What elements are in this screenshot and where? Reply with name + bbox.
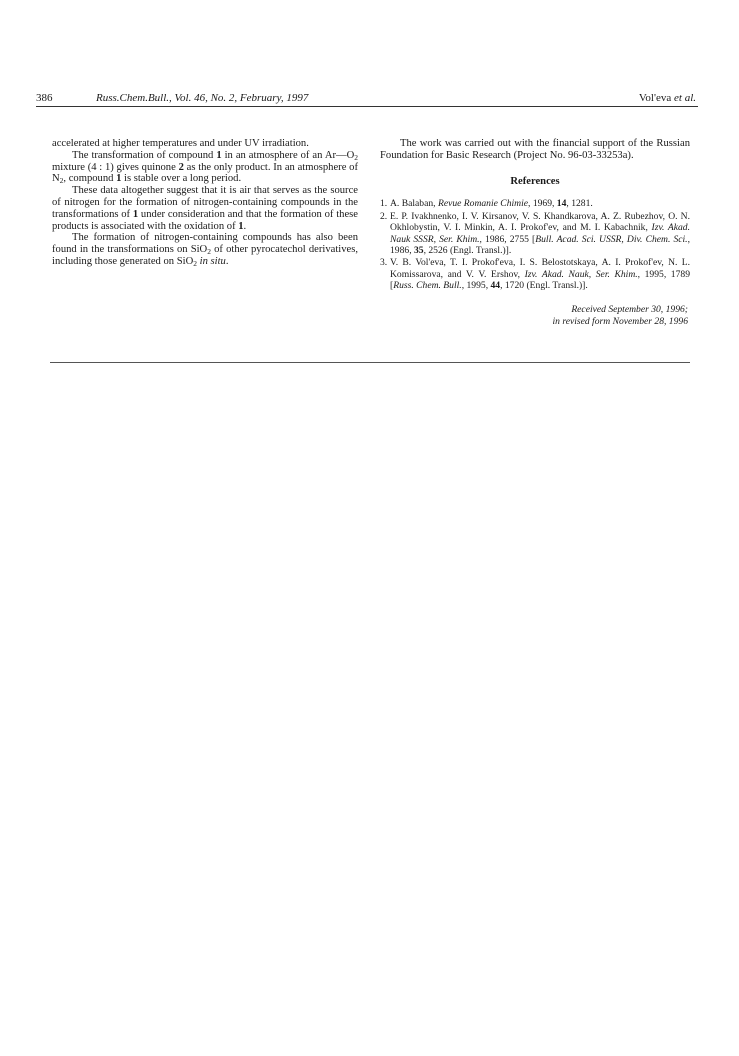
reference-item bbox=[380, 198, 690, 209]
reference-text: A. Balaban, Revue Romanie Chimie, 1969, 14, 1281. bbox=[390, 198, 593, 210]
revised-date: in revised form November 28, 1996 bbox=[552, 315, 688, 327]
compound-ref: 1 bbox=[116, 173, 122, 185]
received-date: Received September 30, 1996; bbox=[571, 303, 688, 315]
page-number: 386 bbox=[36, 92, 53, 104]
paragraph-4: The formation of nitrogen-containing compounds has also been found in the transformations on SiO$_2$ of other pyrocatechol derivatives, including those generated on SiO$_2$ in situ. bbox=[52, 232, 358, 268]
paragraph-1: accelerated at higher temperatures and under UV irradiation. bbox=[52, 138, 309, 149]
reference-text: E. P. Ivakhnenko, I. V. Kirsanov, V. S. Khandkarova, A. Z. Rubezhov, O. N. Okhlobystin, V. I. Minkin, A. I. Prokof'ev, and M. I. Kabachnik, Izv. Akad. Nauk SSSR, Ser. Khim., 1986, 2755 [Bull. Acad. Sci. USSR, Div. Chem. Sci., 1986, 35, 2526 (Engl. Transl.)]. bbox=[390, 210, 690, 257]
reference-item bbox=[380, 211, 690, 257]
paragraph-3: These data altogether suggest that it is air that serves as the source of nitrogen for the formation of nitrogen-containing compounds in the transformations of 1 under consideration and that the formation of these products is associated with the oxidation of 1. bbox=[52, 185, 358, 232]
running-header bbox=[36, 90, 696, 106]
authors-suffix: et al. bbox=[674, 92, 696, 104]
received-dates bbox=[380, 304, 690, 328]
compound-ref: 2 bbox=[178, 161, 184, 173]
header-rule bbox=[36, 106, 698, 107]
left-column bbox=[52, 138, 358, 268]
compound-ref: 1 bbox=[216, 149, 222, 161]
authors-name: Vol'eva bbox=[638, 92, 672, 104]
compound-ref: 1 bbox=[238, 220, 244, 232]
references-heading: References bbox=[510, 175, 560, 187]
reference-number: 3. bbox=[380, 257, 388, 269]
reference-text: V. B. Vol'eva, T. I. Prokof'eva, I. S. Belostotskaya, A. I. Prokof'ev, N. L. Komissarova, and V. V. Ershov, Izv. Akad. Nauk, Ser. Khim., 1995, 1789 [Russ. Chem. Bull., 1995, 44, 1720 (Engl. Transl.)]. bbox=[390, 257, 690, 292]
footer-rule bbox=[50, 362, 690, 363]
right-column bbox=[380, 138, 690, 328]
journal-citation: Russ.Chem.Bull., Vol. 46, No. 2, February, 1997 bbox=[96, 92, 309, 104]
reference-number: 2. bbox=[380, 210, 388, 222]
acknowledgement: The work was carried out with the financial support of the Russian Foundation for Basic Research (Project No. 96-03-33253a). bbox=[380, 138, 690, 161]
running-authors bbox=[639, 90, 696, 106]
compound-ref: 1 bbox=[132, 208, 139, 220]
reference-item bbox=[380, 257, 690, 291]
reference-number: 1. bbox=[380, 198, 388, 210]
paragraph-2: The transformation of compound 1 in an atmosphere of an $Ar—O_2$ mixture (4 : 1) gives quinone 2 as the only product. In an atmosphere of $N_2$, compound 1 is stable over a long period. bbox=[52, 149, 359, 186]
